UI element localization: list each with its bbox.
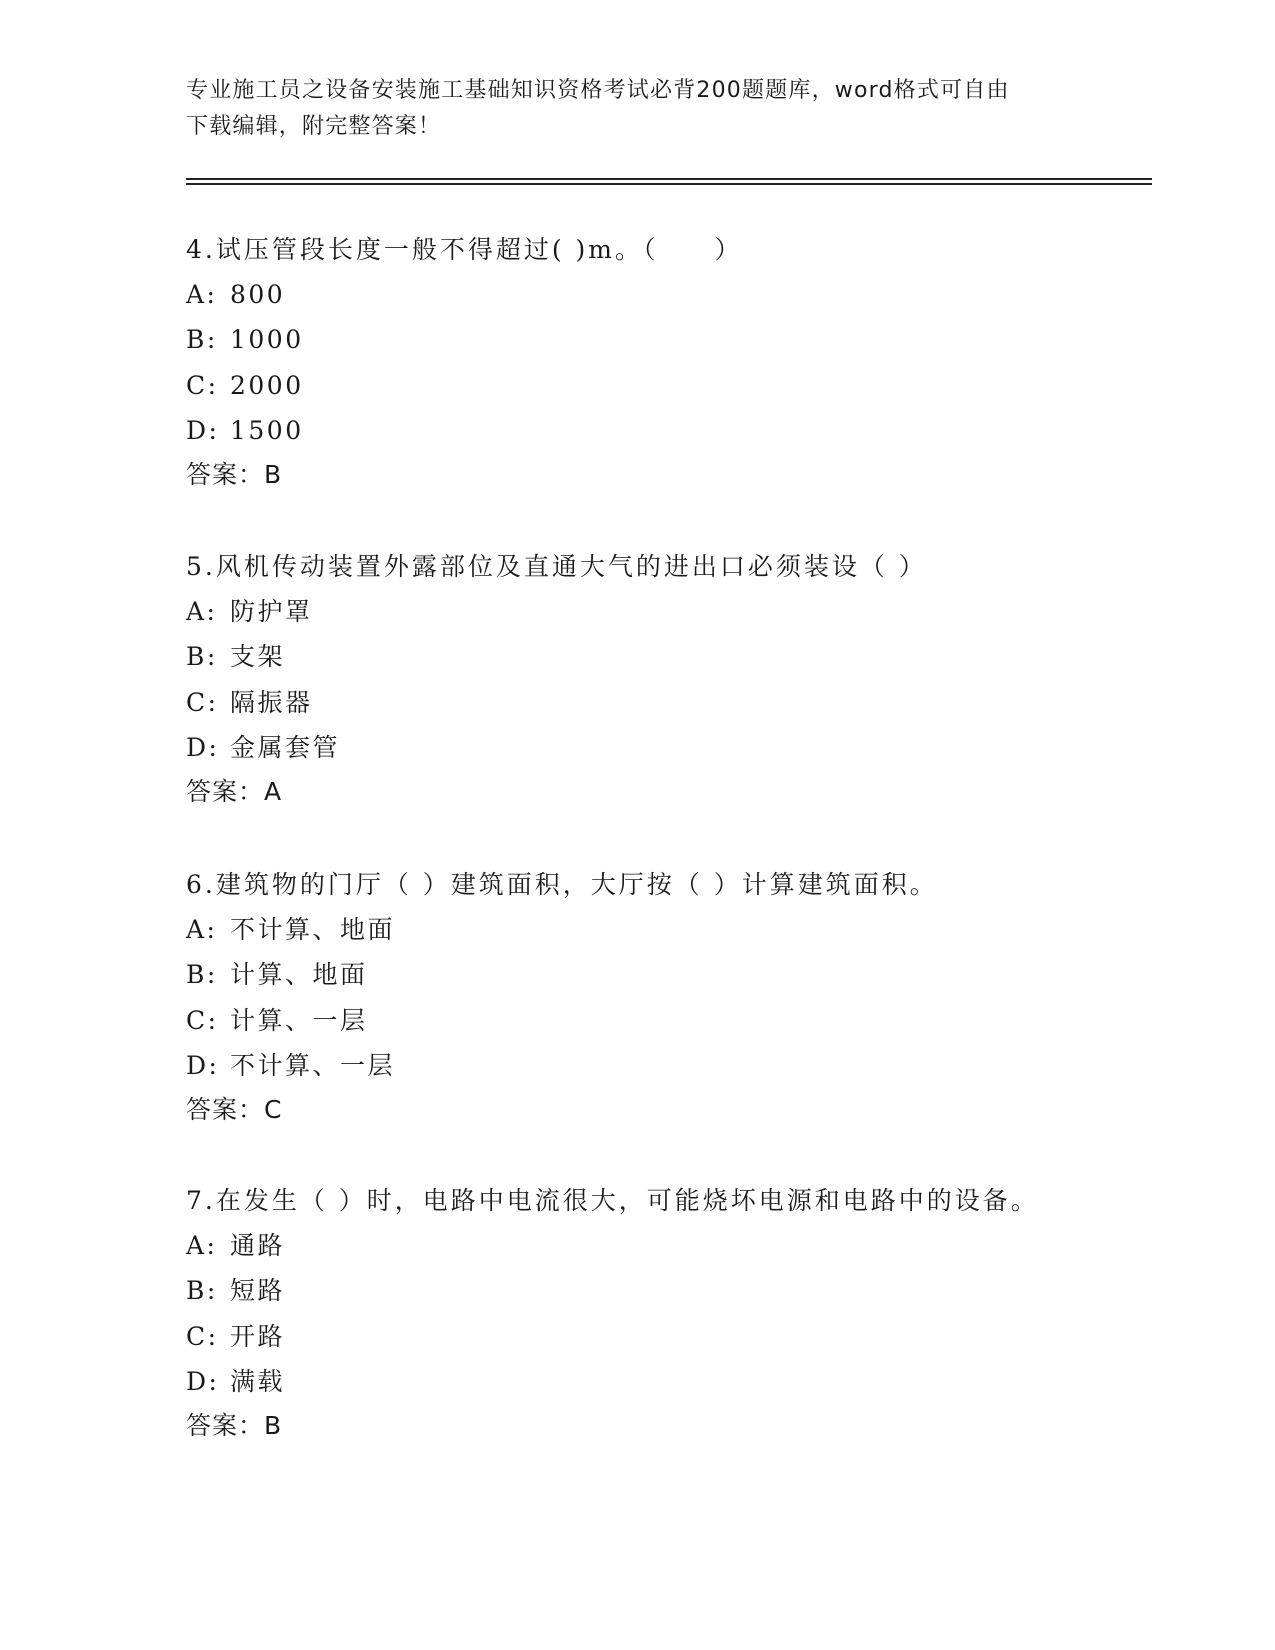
option-list [186,280,1146,446]
answer-text: 答案：B [186,1411,283,1441]
option-list [186,1231,1146,1397]
option-key: B: [186,960,218,990]
option-key: C: [186,687,219,717]
option-key: D: [186,1050,220,1080]
option-a [186,597,1146,627]
option-value: 1000 [230,325,304,355]
option-b [186,1276,1146,1306]
option-b [186,325,1146,355]
option-list [186,915,1146,1081]
document-header [186,73,1086,145]
option-value: 防护罩 [230,597,313,626]
option-value: 短路 [230,1276,286,1306]
option-value: 满载 [230,1366,286,1396]
option-c [186,688,1146,718]
option-key: A: [186,915,218,944]
option-value: 开路 [230,1321,286,1351]
question-item [186,1186,1146,1441]
option-key: A: [186,280,218,309]
option-c [186,1006,1146,1036]
header-line-2: 下载编辑，附完整答案！ [186,114,442,139]
option-key: B: [186,1276,218,1306]
option-a [186,280,1146,310]
question-item [186,235,1146,490]
option-d [186,733,1146,763]
option-key: C: [186,370,219,400]
option-key: A: [186,597,218,626]
option-value: 计算、地面 [230,960,368,990]
option-key: A: [186,1231,218,1260]
option-list [186,597,1146,763]
option-c [186,1322,1146,1352]
option-value: 支架 [230,642,286,672]
option-value: 不计算、一层 [230,1050,396,1080]
option-a [186,1231,1146,1261]
option-b [186,642,1146,672]
answer-text: 答案：B [186,460,283,490]
option-d [186,1367,1146,1397]
option-value: 800 [230,280,286,309]
option-key: C: [186,1321,219,1351]
option-key: D: [186,732,220,762]
option-value: 1500 [230,415,304,445]
question-text: 4.试压管段长度一般不得超过( )m。（ ） [186,235,743,264]
option-key: B: [186,325,218,355]
option-key: C: [186,1005,219,1035]
option-value: 2000 [230,370,304,400]
option-d [186,416,1146,446]
header-divider-top [186,178,1152,180]
option-value: 隔振器 [230,687,313,717]
option-key: B: [186,642,218,672]
question-item [186,870,1146,1125]
option-value: 计算、一层 [230,1005,368,1035]
question-text: 6.建筑物的门厅（ ）建筑面积，大厅按（ ）计算建筑面积。 [186,870,938,899]
option-d [186,1051,1146,1081]
option-value: 通路 [230,1231,286,1260]
answer-text: 答案：A [186,777,283,807]
option-b [186,960,1146,990]
option-key: D: [186,415,220,445]
header-divider-bottom [186,183,1152,185]
answer-text: 答案：C [186,1095,283,1125]
question-text: 7.在发生（ ）时，电路中电流很大，可能烧坏电源和电路中的设备。 [186,1186,1039,1215]
header-line-1: 专业施工员之设备安装施工基础知识资格考试必背200题题库，word格式可自由 [186,78,1010,103]
question-text: 5.风机传动装置外露部位及直通大气的进出口必须装设（ ） [186,552,927,581]
option-key: D: [186,1366,220,1396]
question-item [186,552,1146,807]
option-a [186,915,1146,945]
option-value: 金属套管 [230,732,341,762]
option-value: 不计算、地面 [230,915,396,944]
option-c [186,371,1146,401]
